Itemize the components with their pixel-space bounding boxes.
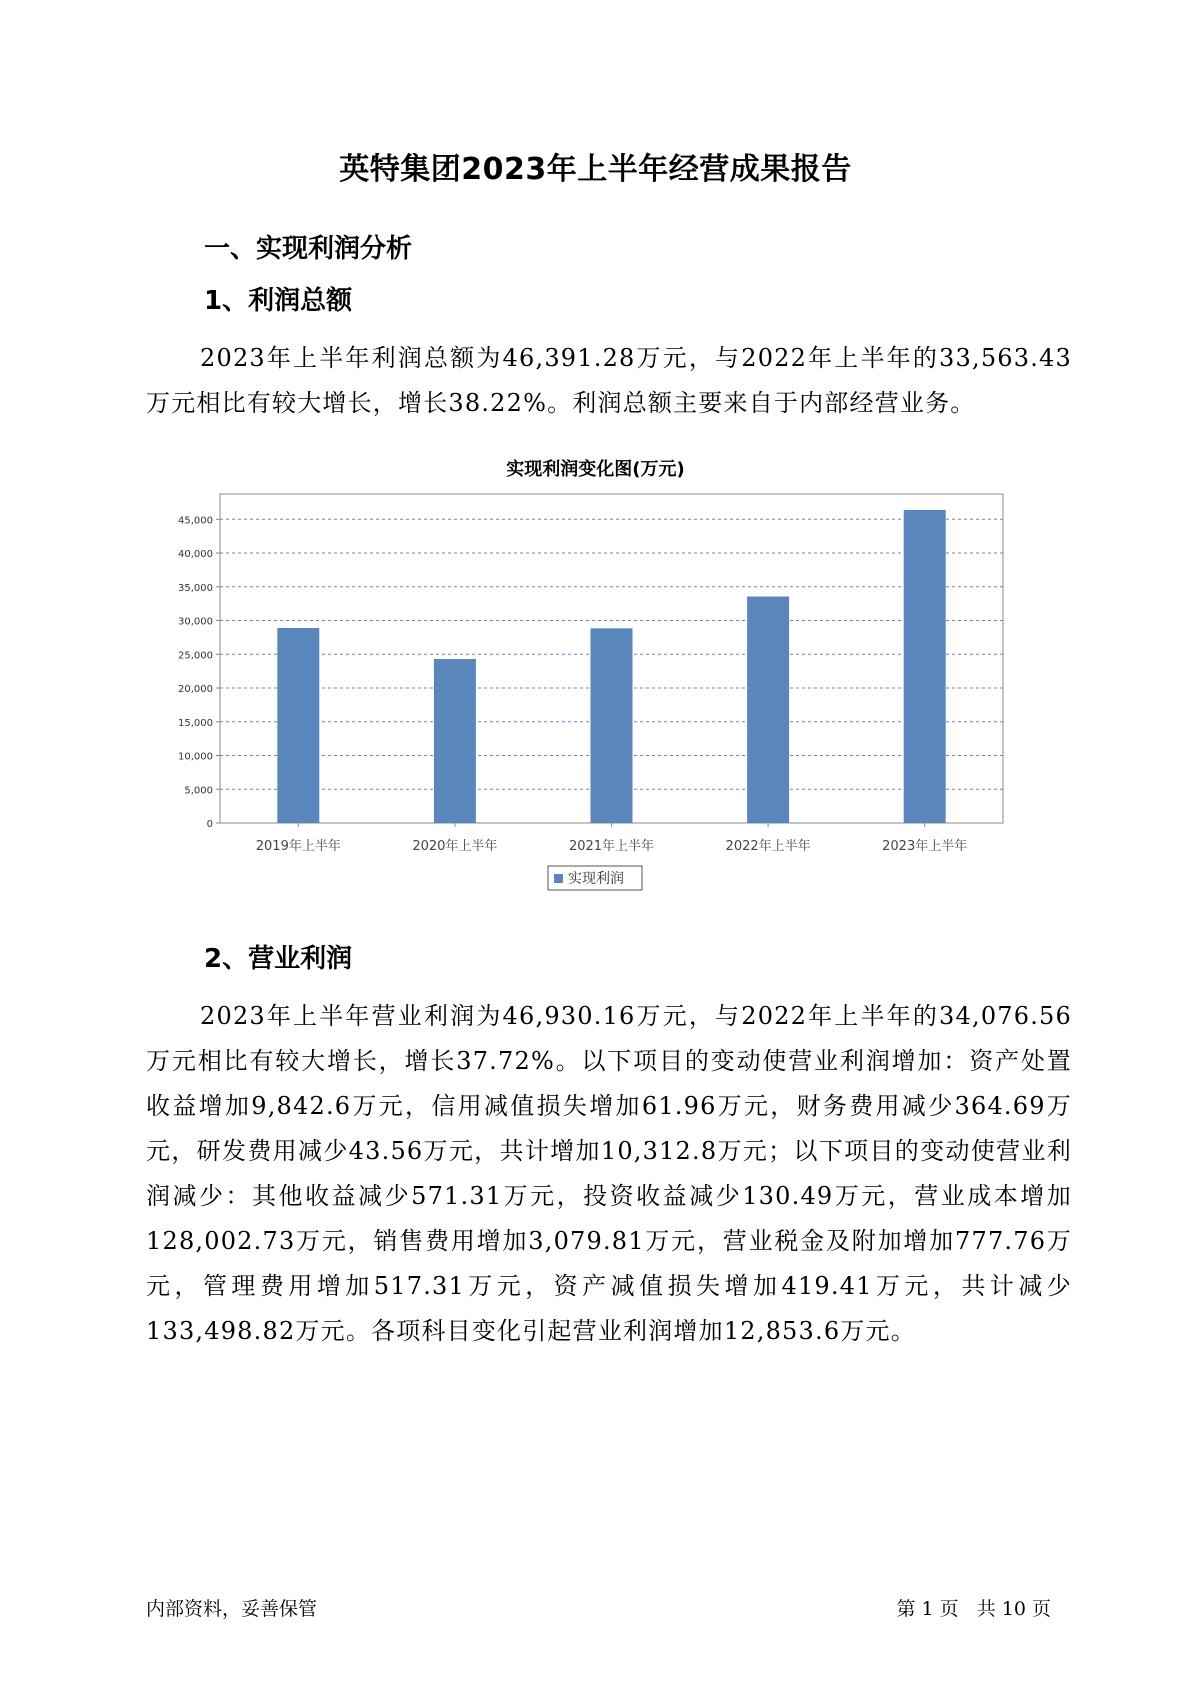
- x-tick-label: 2020年上半年: [412, 839, 498, 854]
- section-heading-profit-analysis: 一、实现利润分析: [204, 234, 413, 264]
- operating-profit-paragraph: 2023年上半年营业利润为46,930.16万元，与2022年上半年的34,076.56万元相比有较大增长，增长37.72%。以下项目的变动使营业利润增加：资产处置收益增加9,842.6万元，信用减值损失增加61.96万元，财务费用减少364.69万元，研发费用减少43.56万元，共计增加10,312.8万元；以下项目的变动使营业利润减少：其他收益减少571.31万元，投资收益减少130.49万元，营业成本增加128,002.73万元，销售费用增加3,079.81万元，营业税金及附加增加777.76万元，管理费用增加517.31万元，资产减值损失增加419.41万元，共计减少133,498.82万元。各项科目变化引起营业利润增加12,853.6万元。: [146, 1002, 1072, 1345]
- x-tick-label: 2021年上半年: [568, 839, 655, 854]
- bar: [591, 628, 633, 823]
- bar: [747, 596, 789, 823]
- y-tick-label: 0: [206, 819, 213, 830]
- footer-confidential-note: 内部资料，妥善保管: [146, 1598, 318, 1620]
- chart-title: 实现利润变化图(万元): [506, 459, 685, 480]
- y-tick-label: 5,000: [184, 785, 213, 797]
- legend-swatch: [554, 874, 563, 883]
- x-tick-label: 2022年上半年: [725, 839, 811, 854]
- legend-label: 实现利润: [568, 871, 624, 887]
- page-title: 英特集团2023年上半年经营成果报告: [339, 152, 852, 187]
- y-tick-label: 10,000: [178, 751, 213, 763]
- footer-page-number: 第 1 页 共 10 页: [896, 1598, 1051, 1620]
- y-tick-label: 25,000: [178, 650, 213, 662]
- y-tick-label: 40,000: [178, 549, 213, 561]
- y-tick-label: 15,000: [178, 717, 213, 729]
- total-profit-paragraph: 2023年上半年利润总额为46,391.28万元，与2022年上半年的33,563.43万元相比有较大增长，增长38.22%。利润总额主要来自于内部经营业务。: [146, 344, 1072, 417]
- bar: [434, 659, 476, 823]
- subsection-heading-total-profit: 1、利润总额: [204, 286, 353, 316]
- y-tick-label: 20,000: [178, 684, 213, 696]
- y-tick-label: 35,000: [178, 582, 213, 594]
- y-tick-label: 45,000: [178, 515, 213, 527]
- subsection-heading-operating-profit: 2、营业利润: [204, 944, 353, 974]
- x-tick-label: 2023年上半年: [882, 839, 968, 854]
- bar: [904, 510, 946, 823]
- y-tick-label: 30,000: [178, 616, 213, 628]
- x-tick-label: 2019年上半年: [255, 839, 341, 854]
- bar: [277, 628, 319, 823]
